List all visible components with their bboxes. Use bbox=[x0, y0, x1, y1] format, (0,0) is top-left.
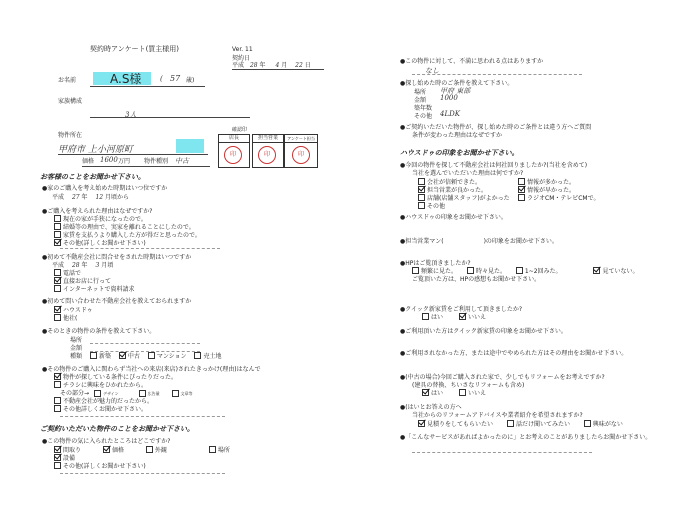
r2-label: 探し始めた時のご条件を教えて下さい。 bbox=[405, 80, 514, 87]
r4-opt-r-0[interactable] bbox=[518, 179, 575, 186]
q3-year-unit: 年 bbox=[81, 262, 88, 269]
q3-opt-label: 直接お店に行って bbox=[63, 278, 112, 285]
checkbox-icon[interactable] bbox=[54, 397, 61, 404]
price-unit: 万円 bbox=[118, 158, 131, 165]
section-impression: ハウスドゥの印象をお聞かせ下さい。 bbox=[400, 149, 519, 157]
r7-opt-label: 1~2回みた。 bbox=[524, 268, 562, 275]
r1-label: この物件に対して、不満に思われる点はありますか bbox=[405, 58, 544, 65]
r11-opt-label: いいえ bbox=[467, 390, 486, 397]
date-underline bbox=[232, 69, 324, 70]
r4-opt-3[interactable] bbox=[418, 203, 445, 210]
checkbox-checked-icon[interactable] bbox=[54, 373, 61, 380]
bullet-icon: ● bbox=[400, 238, 406, 245]
r1-answer: なし bbox=[425, 67, 439, 75]
q5-place-line bbox=[90, 343, 200, 344]
seal-stamp: 印 bbox=[292, 146, 310, 164]
form-title: 契約時アンケート(買主様用) bbox=[90, 45, 180, 53]
property-value: 甲府市 上小河原町 bbox=[58, 145, 133, 155]
q2-opt-0[interactable] bbox=[54, 216, 147, 223]
checkbox-checked-icon[interactable] bbox=[418, 186, 425, 193]
bullet-icon: ● bbox=[400, 80, 406, 87]
r4-opt-label: 担当営業が良かった。 bbox=[427, 187, 488, 194]
bullet-icon: ● bbox=[400, 162, 406, 169]
seal-stamp: 印 bbox=[224, 146, 242, 164]
q5-type-label: 中古 bbox=[127, 353, 140, 360]
q2-opt-label: その他(詳しくお聞かせ下さい) bbox=[63, 240, 146, 247]
checkbox-checked-icon[interactable] bbox=[418, 420, 425, 427]
q6-sub bbox=[172, 391, 193, 396]
date-month: 4 bbox=[275, 62, 280, 69]
r7-opts bbox=[412, 268, 638, 275]
q5-types bbox=[70, 353, 221, 360]
price-value: 1600 bbox=[100, 156, 118, 164]
family-label: 家族構成 bbox=[58, 98, 83, 105]
q4-text bbox=[42, 298, 191, 305]
r8-label: クイック新家賃をご利用して頂きましたか? bbox=[405, 306, 523, 313]
r2-other-value: 4LDK bbox=[440, 110, 460, 118]
r11-opt-label: はい bbox=[431, 390, 444, 397]
checkbox-icon[interactable] bbox=[194, 352, 201, 359]
checkbox-icon[interactable] bbox=[412, 267, 419, 274]
r10-label: ご利用されなかった方、または途中でやめられた方はその理由をお聞かせ下さい。 bbox=[405, 350, 628, 357]
q7-opt-label: その他(詳しくお聞かせ下さい) bbox=[63, 463, 146, 470]
q5-type-label: 新築 bbox=[98, 353, 111, 360]
q3-month-unit: 月頃 bbox=[101, 262, 114, 269]
r4-opt-0[interactable] bbox=[418, 179, 481, 186]
q6-opt-label: 物件が探している条件にぴったりだった。 bbox=[63, 374, 178, 381]
r12-opts bbox=[418, 421, 623, 428]
checkbox-checked-icon[interactable] bbox=[459, 313, 466, 320]
property-label: 物件所在 bbox=[58, 132, 83, 139]
q6-sub-label: デザイン bbox=[102, 391, 119, 396]
q4-opt-0[interactable] bbox=[54, 307, 93, 314]
r7-text bbox=[400, 260, 471, 267]
bullet-icon: ● bbox=[42, 328, 48, 335]
bullet-icon: ● bbox=[42, 298, 48, 305]
property-highlight bbox=[176, 139, 204, 153]
q2-opt-2[interactable] bbox=[54, 232, 201, 239]
r4-opt-label: 情報が多かった。 bbox=[527, 179, 576, 186]
q3-text bbox=[42, 254, 191, 261]
r1-answer-line bbox=[412, 74, 582, 75]
r3-label: ご契約いただいた物件が、探し始めた時のご条件とは違う方へご質問 bbox=[405, 124, 592, 131]
r12-label: (はいとお答えの方へ bbox=[405, 404, 462, 411]
r2-amount-value: 1000 bbox=[440, 94, 458, 102]
q5-type-label: 種類 bbox=[70, 353, 83, 360]
q5-amount: 金額 bbox=[70, 345, 83, 352]
date-era: 平成 bbox=[232, 62, 245, 69]
date-day: 22 bbox=[295, 62, 303, 69]
bullet-icon: ● bbox=[400, 214, 406, 221]
q4-label: 初めて問い合わせた不動産会社を教えておられますか bbox=[47, 298, 192, 305]
name-label: お名前 bbox=[58, 77, 77, 84]
q3-month: 3 bbox=[95, 262, 100, 269]
r2-place: 場所 bbox=[414, 89, 427, 96]
r4-opt-1[interactable] bbox=[418, 187, 487, 194]
r8-opts bbox=[422, 314, 486, 321]
checkbox-icon[interactable] bbox=[90, 352, 97, 359]
bullet-icon: ● bbox=[400, 350, 406, 357]
r12-opt-label: 話だけ聞いてみたい bbox=[515, 421, 570, 428]
date-year: 28 bbox=[249, 62, 258, 69]
r6-text bbox=[400, 238, 558, 245]
q6-opt-0[interactable] bbox=[54, 374, 177, 381]
bullet-icon: ● bbox=[400, 124, 406, 131]
q5-type-1[interactable] bbox=[119, 353, 140, 360]
bullet-icon: ● bbox=[400, 328, 406, 335]
q2-opt-label: 結婚等の理由で、実家を離れることにしたので。 bbox=[63, 224, 195, 231]
bullet-icon: ● bbox=[42, 366, 48, 373]
q2-answer-line bbox=[60, 248, 220, 249]
r11-text bbox=[400, 374, 605, 381]
q1-text bbox=[42, 185, 167, 192]
r4-opt-r-2[interactable] bbox=[518, 195, 600, 202]
r12-opt-2[interactable] bbox=[584, 421, 623, 428]
q2-opt-3[interactable] bbox=[54, 240, 146, 247]
age-unit: 歳) bbox=[186, 77, 195, 84]
bullet-icon: ● bbox=[42, 185, 48, 192]
q1-year: 27 bbox=[71, 194, 80, 201]
r13-text bbox=[400, 434, 651, 441]
confirm-col-survey-label: アンケート担当 bbox=[285, 135, 317, 143]
date-label: 契約日 bbox=[232, 55, 251, 62]
age-value: 57 bbox=[170, 74, 181, 83]
date-month-unit: 月 bbox=[281, 62, 288, 69]
q6-opt-1[interactable] bbox=[54, 382, 147, 389]
checkbox-icon[interactable] bbox=[54, 223, 61, 230]
section-customer: お客様のことをお聞かせ下さい。 bbox=[40, 173, 145, 181]
q1-era: 平成 bbox=[52, 194, 65, 201]
q6-sub bbox=[94, 391, 119, 396]
r8-opt-label: いいえ bbox=[467, 314, 486, 321]
checkbox-checked-icon[interactable] bbox=[103, 446, 110, 453]
family-value: 3人 bbox=[125, 111, 137, 119]
date-day-unit: 日 bbox=[304, 62, 311, 69]
q6-label: その物件のご購入に関わらず当社への来店(来店)されたきっかけ(理由)はなんで bbox=[47, 366, 261, 373]
checkbox-icon[interactable] bbox=[209, 446, 216, 453]
q7-opt-label: 間取り bbox=[63, 447, 82, 454]
r7-opt-1[interactable] bbox=[467, 268, 506, 275]
r11-opt-0[interactable] bbox=[422, 390, 443, 397]
checkbox-icon[interactable] bbox=[148, 352, 155, 359]
r12-opt-label: 見積りをしてもらいたい bbox=[427, 421, 494, 428]
checkbox-checked-icon[interactable] bbox=[54, 306, 61, 313]
r13-label: 「こんなサービスがあればよかったのに」とお考えのことがありましたらお聞かせ下さい。 bbox=[405, 434, 652, 441]
confirm-col-sales-label: 担当営業 bbox=[253, 135, 283, 143]
q6-sub-label: 文章等 bbox=[180, 391, 193, 396]
r4-opt-r-1[interactable] bbox=[518, 187, 575, 194]
q6-opt-label: その部分→ bbox=[60, 390, 90, 397]
q5-label: そのときの物件の条件を教えて下さい。 bbox=[47, 328, 156, 335]
q6-opt-3[interactable] bbox=[54, 398, 153, 405]
checkbox-icon[interactable] bbox=[54, 462, 61, 469]
q7-opt-label: 価格 bbox=[111, 447, 124, 454]
checkbox-icon[interactable] bbox=[467, 267, 474, 274]
ptype-label: 物件種別 bbox=[144, 158, 169, 165]
q7-opt-5[interactable] bbox=[54, 463, 146, 470]
q5-type-3[interactable] bbox=[194, 353, 221, 360]
r12-opt-0[interactable] bbox=[418, 421, 493, 428]
q1-label: 家のご購入を考え始めた時期はいつ位ですか bbox=[47, 185, 168, 192]
q3-opt-2[interactable] bbox=[54, 286, 134, 293]
checkbox-checked-icon[interactable] bbox=[422, 389, 429, 396]
seal-stamp: 印 bbox=[258, 146, 276, 164]
checkbox-checked-icon[interactable] bbox=[54, 454, 61, 461]
bullet-icon: ● bbox=[400, 58, 406, 65]
q7-opt-label: 場所 bbox=[217, 447, 230, 454]
q7-opts-row1 bbox=[54, 447, 230, 454]
q6-opt-label: その他詳しくお聞かせ下さい。 bbox=[63, 406, 148, 413]
r7b-label: ご覧頂いた方は、HPの感想もお聞かせ下さい。 bbox=[412, 276, 541, 283]
r6b-label: )の印象をお聞かせ下さい。 bbox=[483, 238, 558, 245]
r10-text bbox=[400, 350, 627, 357]
checkbox-icon[interactable] bbox=[459, 389, 466, 396]
property-underline bbox=[58, 154, 208, 155]
q3-year: 28 bbox=[71, 262, 80, 269]
q6-opt-4[interactable] bbox=[54, 406, 147, 413]
q3-opt-label: インターネットで資料請求 bbox=[63, 286, 135, 293]
q4-opt-1[interactable] bbox=[54, 315, 77, 322]
q6-sub-label: 広告量 bbox=[147, 391, 160, 396]
r11-opts bbox=[422, 390, 486, 397]
r7-label: HPはご覧頂きましたか? bbox=[405, 260, 471, 267]
r8-opt-label: はい bbox=[431, 314, 444, 321]
r9-label: ご利用頂いた方はクイック新家賃の印象をお聞かせ下さい。 bbox=[405, 328, 567, 335]
r12b-label: 当社からのリフォームアドバイスや業者紹介を希望されますか? bbox=[412, 412, 583, 419]
checkbox-icon[interactable] bbox=[54, 285, 61, 292]
family-underline bbox=[90, 117, 250, 118]
q5-type-label: マンション bbox=[156, 353, 187, 360]
checkbox-icon[interactable] bbox=[172, 390, 179, 397]
q5-place: 場所 bbox=[70, 337, 83, 344]
r9-text bbox=[400, 328, 567, 335]
q6-answer-line bbox=[60, 416, 225, 417]
r4-label: 今回の物件を探して不動産会社は何社回りましたか?(当社を含めて) bbox=[405, 162, 588, 169]
bullet-icon: ● bbox=[400, 260, 406, 267]
q2-opt-1[interactable] bbox=[54, 224, 195, 231]
price-label: 価格 bbox=[82, 158, 95, 165]
r7-opt-label: 時々見た。 bbox=[475, 268, 506, 275]
q2-opt-label: 家賃を支払うより購入した方が得だと思ったので。 bbox=[63, 232, 201, 239]
q7-opt-label: 設備 bbox=[63, 455, 76, 462]
q5-type-2[interactable] bbox=[148, 353, 187, 360]
q6-opt-label: チラシに興味をひかれたから。 bbox=[63, 382, 148, 389]
q7-opt-1[interactable] bbox=[103, 447, 124, 454]
checkbox-icon[interactable] bbox=[54, 314, 61, 321]
q6-sub bbox=[139, 391, 160, 396]
r8-opt-0[interactable] bbox=[422, 314, 443, 321]
date-value bbox=[232, 62, 311, 69]
name-value: A.S様 bbox=[110, 72, 142, 86]
r2-other: その他 bbox=[414, 113, 433, 120]
checkbox-checked-icon[interactable] bbox=[119, 352, 126, 359]
r7-opt-label: 見ていない。 bbox=[602, 268, 639, 275]
section-property: ご契約いただいた物件のことをお聞かせ下さい。 bbox=[40, 425, 194, 433]
bullet-icon: ● bbox=[400, 434, 406, 441]
r12-opt-1[interactable] bbox=[507, 421, 570, 428]
r1-text bbox=[400, 58, 543, 65]
price-underline bbox=[82, 166, 210, 167]
checkbox-icon[interactable] bbox=[54, 381, 61, 388]
r3b-label: 条件が変わった理由はなぜですか bbox=[412, 132, 502, 139]
bullet-icon: ● bbox=[42, 438, 48, 445]
bullet-icon: ● bbox=[400, 306, 406, 313]
r4b-label: 当社を選んでいただいた理由は何ですか? bbox=[412, 170, 524, 177]
r11-label: (中古の場合)今回ご購入された家で、少しでもリフォームをお考えですか? bbox=[405, 374, 605, 381]
r7-opt-0[interactable] bbox=[412, 268, 457, 275]
r6-label: 担当営業マン( bbox=[405, 238, 444, 245]
date-year-unit: 年 bbox=[259, 62, 266, 69]
q7-opt-4[interactable] bbox=[54, 455, 75, 462]
q3-opt-label: 電話で bbox=[63, 270, 82, 277]
checkbox-icon[interactable] bbox=[518, 194, 525, 201]
bullet-icon: ● bbox=[42, 208, 48, 215]
r4-opt-label: その他 bbox=[427, 203, 446, 210]
checkbox-checked-icon[interactable] bbox=[518, 186, 525, 193]
bullet-icon: ● bbox=[400, 374, 406, 381]
r4-opt-label: 会社が信頼できた。 bbox=[427, 179, 482, 186]
checkbox-icon[interactable] bbox=[146, 446, 153, 453]
r4-opt-label: 店舗(店舗スタッフ)がよかった bbox=[427, 195, 510, 202]
q1-answer bbox=[52, 194, 129, 201]
r7-opt-label: 頻繁に見た。 bbox=[421, 268, 458, 275]
checkbox-icon[interactable] bbox=[418, 202, 425, 209]
q1-year-unit: 年 bbox=[81, 194, 88, 201]
r2-place-value: 甲府 東部 bbox=[440, 87, 471, 95]
r2-age: 築年数 bbox=[414, 105, 433, 112]
checkbox-icon[interactable] bbox=[422, 313, 429, 320]
r12-opt-label: 興味がない bbox=[592, 421, 623, 428]
bullet-icon: ● bbox=[42, 254, 48, 261]
q3-era: 平成 bbox=[52, 262, 65, 269]
age-open: ( bbox=[160, 75, 163, 83]
q4-opt-label: ハウスドゥ bbox=[63, 307, 93, 314]
checkbox-icon[interactable] bbox=[54, 405, 61, 412]
checkbox-icon[interactable] bbox=[54, 215, 61, 222]
q2-text bbox=[42, 208, 152, 215]
r5-text bbox=[400, 214, 507, 221]
checkbox-checked-icon[interactable] bbox=[593, 267, 600, 274]
q4-opt-label: 他社( bbox=[63, 315, 78, 322]
q6-opt-2[interactable] bbox=[60, 390, 193, 398]
r7-opt-2[interactable] bbox=[516, 268, 562, 275]
q6-text bbox=[42, 366, 261, 373]
q7-label: この物件の気に入られたところはどこですか? bbox=[47, 438, 171, 445]
r4-opt-label: ラジオCM・テレビCMで。 bbox=[527, 195, 600, 202]
r12-text bbox=[400, 404, 462, 411]
r11-opt-1[interactable] bbox=[459, 390, 486, 397]
q6-opt-label: 不動産会社が魅力的だったから。 bbox=[63, 398, 154, 405]
r7-opt-3[interactable] bbox=[593, 268, 638, 275]
r4-opt-2[interactable] bbox=[418, 195, 510, 202]
bullet-icon: ● bbox=[400, 404, 406, 411]
checkbox-icon[interactable] bbox=[139, 390, 146, 397]
q3-answer bbox=[52, 262, 113, 269]
q7-opt-label: 外観 bbox=[154, 447, 167, 454]
name-underline bbox=[90, 86, 205, 87]
q3-opt-1[interactable] bbox=[54, 278, 111, 285]
r2-amount: 金額 bbox=[414, 97, 427, 104]
checkbox-icon[interactable] bbox=[516, 267, 523, 274]
q3-label: 初めて不動産会社に問合せをされた時期はいつですか bbox=[47, 254, 192, 261]
q2-opt-label: 現在の家が手狭になったので。 bbox=[63, 216, 147, 223]
r13-answer-line bbox=[412, 452, 592, 453]
r3-text bbox=[400, 124, 591, 131]
r4-text bbox=[400, 162, 587, 169]
q7-answer-line bbox=[60, 473, 225, 474]
checkbox-icon[interactable] bbox=[94, 390, 101, 397]
r5-label: ハウスドゥの印象をお聞かせ下さい。 bbox=[405, 214, 507, 221]
version: Ver. 11 bbox=[232, 46, 253, 53]
ptype-value: 中古 bbox=[175, 157, 189, 165]
q2-label: ご購入を考えられた理由はなぜですか? bbox=[47, 208, 153, 215]
q5-type-label: 売土地 bbox=[203, 353, 222, 360]
q5-text bbox=[42, 328, 155, 335]
q1-month: 12 bbox=[95, 194, 104, 201]
r8-opt-1[interactable] bbox=[459, 314, 486, 321]
q7-opt-3[interactable] bbox=[209, 447, 230, 454]
r11b-label: (建具の替換、ちいさなリフォームも含め) bbox=[412, 382, 525, 389]
q1-month-unit: 月頃から bbox=[105, 194, 130, 201]
q5-type-0[interactable] bbox=[90, 353, 111, 360]
confirm-col-manager-label: 店長 bbox=[219, 135, 249, 143]
q5-amount-line bbox=[90, 351, 200, 352]
checkbox-checked-icon[interactable] bbox=[54, 239, 61, 246]
checkbox-icon[interactable] bbox=[418, 194, 425, 201]
confirm-label: 確認印 bbox=[232, 127, 248, 133]
checkbox-icon[interactable] bbox=[507, 420, 514, 427]
checkbox-checked-icon[interactable] bbox=[54, 277, 61, 284]
checkbox-icon[interactable] bbox=[584, 420, 591, 427]
q7-opt-2[interactable] bbox=[146, 447, 167, 454]
r4-opt-label: 情報が早かった。 bbox=[527, 187, 576, 194]
